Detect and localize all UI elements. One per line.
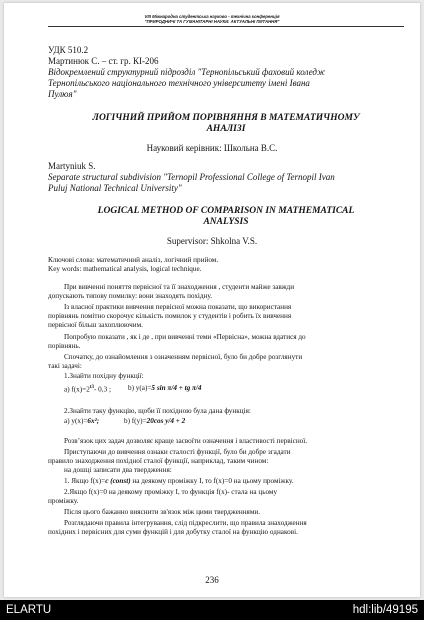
page-number: 236 (205, 575, 219, 585)
task-2-a-prefix: a) y(x)= (64, 417, 88, 425)
statement-1-suffix: на деякому проміжку I, то f(x)=0 на цьому проміжку. (132, 477, 294, 485)
task-1-b-formula: 5 sin π/4 + tg π/4 (151, 384, 202, 392)
task-2-a (64, 417, 99, 425)
statement-1-formula: c (const) (105, 477, 131, 485)
title-ua-line2: АНАЛІЗІ (206, 124, 246, 134)
title-en-line2: ANALYSIS (203, 217, 249, 227)
task-1-a (64, 384, 111, 393)
paragraph-3-line2: порівнянь. (48, 342, 81, 350)
task-2-b-formula: 20cos y/4 + 2 (146, 417, 186, 425)
paragraph-4-line1: Спочатку, до ознайомлення з означенням первісної, було би добре розглянути (64, 353, 303, 361)
handle-identifier: hdl:lib/49195 (352, 604, 418, 616)
paragraph-6-line3: на дошці записати два твердження: (64, 466, 172, 474)
paragraph-5: Розв’язок цих задач дозволяє краще засвоїти означення і властивості первісної. (64, 437, 308, 445)
conference-header-line1: VIII Міжнародна студентська науково - технічна конференція (144, 14, 280, 19)
statement-2-line2: проміжку. (48, 497, 79, 505)
keywords-ua: Ключові слова: математичний аналіз, логічний прийом. (48, 256, 219, 264)
paragraph-1-line2: допускають типову помилку: вони знаходять похідну. (48, 292, 213, 300)
paragraph-8-line1: Розглядаючи правила інтегрування, слід підкреслити, що правила знаходження (64, 519, 307, 527)
author-en: Martyniuk S. (48, 161, 96, 171)
task-2-b-prefix: b) f(y)= (124, 417, 147, 425)
paragraph-2-line1: Із власної практики вивчення первісної можна показати, що використання (64, 303, 292, 311)
repository-footer-bar (0, 600, 424, 620)
paragraph-8-line2: похідних і первісних для суми функцій і для добутку сталої на функцію однакові. (48, 528, 298, 536)
task-1-b-prefix: b) y(a)= (128, 384, 152, 392)
title-en-line1: LOGICAL METHOD OF COMPARISON IN MATHEMATICAL (97, 206, 355, 216)
task-1-a-prefix: a) f(x)=2 (64, 385, 90, 394)
title-ua-line1: ЛОГІЧНИЙ ПРИЙОМ ПОРІВНЯННЯ В МАТЕМАТИЧНОМУ (92, 113, 360, 123)
paragraph-1-line1: При вивченні поняття первісної та її знаходження , студенти майже завжди (64, 283, 295, 291)
document-page (4, 3, 420, 597)
udk-code: УДК 510.2 (48, 45, 89, 55)
statement-1-prefix: 1. Якщо f(x)= (64, 477, 106, 485)
affiliation-ua-line2: Тернопільського національного технічного університету імені Івана (48, 78, 310, 88)
task-2-a-formula: 6x²; (87, 417, 100, 425)
paragraph-6-line2: правило знаходження похідної сталої функції, наприклад, таким чином: (48, 457, 269, 465)
affiliation-ua-line3: Пулюя" (48, 89, 77, 99)
paragraph-2-line2: порівнянь помітно скорочує кількість помилок у студентів і робить їх вивчення (48, 312, 292, 320)
paragraph-3-line1: Попробую показати , як і де , при вивченні теми «Первісна», можна вдатися до (64, 333, 306, 341)
conference-header-line2: "ПРИРОДНИЧІ ТА ГУМАНІТАРНІ НАУКИ. АКТУАЛЬНІ ПИТАННЯ" (144, 19, 280, 24)
supervisor-ua: Науковий керівник: Школьна В.С. (146, 143, 278, 153)
task-1-a-exponent: t3 (89, 385, 94, 390)
paragraph-2-line3: первісної більш захоплюючим. (48, 321, 143, 329)
task-1-a-suffix: - 0,3 ; (93, 385, 111, 394)
affiliation-ua-line1: Відокремлений структурний підрозділ "Тернопільський фаховий коледж (48, 67, 326, 77)
paragraph-4-line2: такі задачі: (48, 362, 82, 370)
affiliation-en-line1: Separate structural subdivision "Ternopil Professional College of Ternopil Ivan (48, 172, 335, 182)
author-ua: Мартинюк С. – ст. гр. КІ-206 (48, 56, 159, 66)
header-divider (48, 26, 404, 27)
task-2-b (124, 417, 185, 425)
repository-name: ELARTU (6, 604, 52, 616)
supervisor-en: Supervisor: Shkolna V.S. (166, 236, 258, 246)
paragraph-7: Після цього бажанно вияснити зв'язок між цими твердженнями. (64, 508, 261, 516)
paragraph-6-line1: Приступаючи до вивчення ознаки сталості функції, було би добре згадати (64, 448, 291, 456)
keywords-en: Key words: mathematical analysis, logical technique. (48, 265, 202, 273)
statement-2-line1: 2.Якщо f(x)=0 на деякому проміжку I, то функція f(x)- стала на цьому (64, 488, 278, 496)
task-2-label: 2.Знайти таку функцію, щоби її похідною була дана функція: (64, 407, 251, 415)
task-1-b (128, 384, 202, 392)
statement-1 (64, 477, 294, 485)
task-1-label: 1.Знайти похідну функції: (64, 372, 144, 380)
affiliation-en-line2: Puluj National Technical University" (48, 183, 182, 193)
